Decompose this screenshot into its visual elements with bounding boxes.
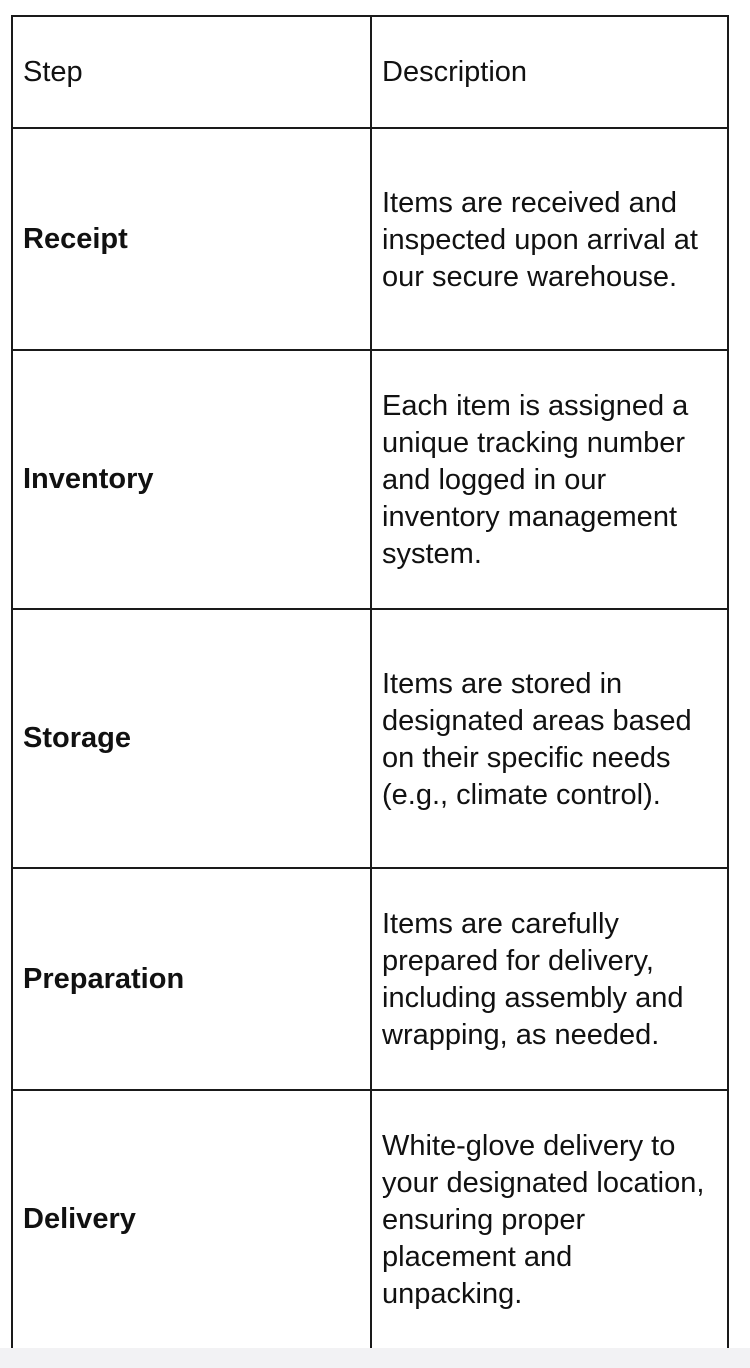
description-delivery: White-glove delivery to your designated location, ensuring proper placement and unpacking. <box>371 1090 727 1348</box>
description-receipt: Items are received and inspected upon arrival at our secure warehouse. <box>371 128 727 350</box>
description-storage: Items are stored in designated areas based on their specific needs (e.g., climate control). <box>371 609 727 868</box>
step-delivery: Delivery <box>13 1090 371 1348</box>
step-receipt: Receipt <box>13 128 371 350</box>
header-description: Description <box>371 17 727 128</box>
step-inventory: Inventory <box>13 350 371 609</box>
process-steps-table <box>11 15 729 1350</box>
table-row <box>13 609 727 868</box>
table-row <box>13 868 727 1090</box>
table-row <box>13 1090 727 1348</box>
step-preparation: Preparation <box>13 868 371 1090</box>
table-row <box>13 350 727 609</box>
description-inventory: Each item is assigned a unique tracking number and logged in our inventory management system. <box>371 350 727 609</box>
table-header-row <box>13 17 727 128</box>
steps-table-grid <box>13 17 727 1348</box>
table-row <box>13 128 727 350</box>
step-storage: Storage <box>13 609 371 868</box>
header-step: Step <box>13 17 371 128</box>
description-preparation: Items are carefully prepared for delivery, including assembly and wrapping, as needed. <box>371 868 727 1090</box>
page-bottom-strip <box>0 1348 750 1368</box>
